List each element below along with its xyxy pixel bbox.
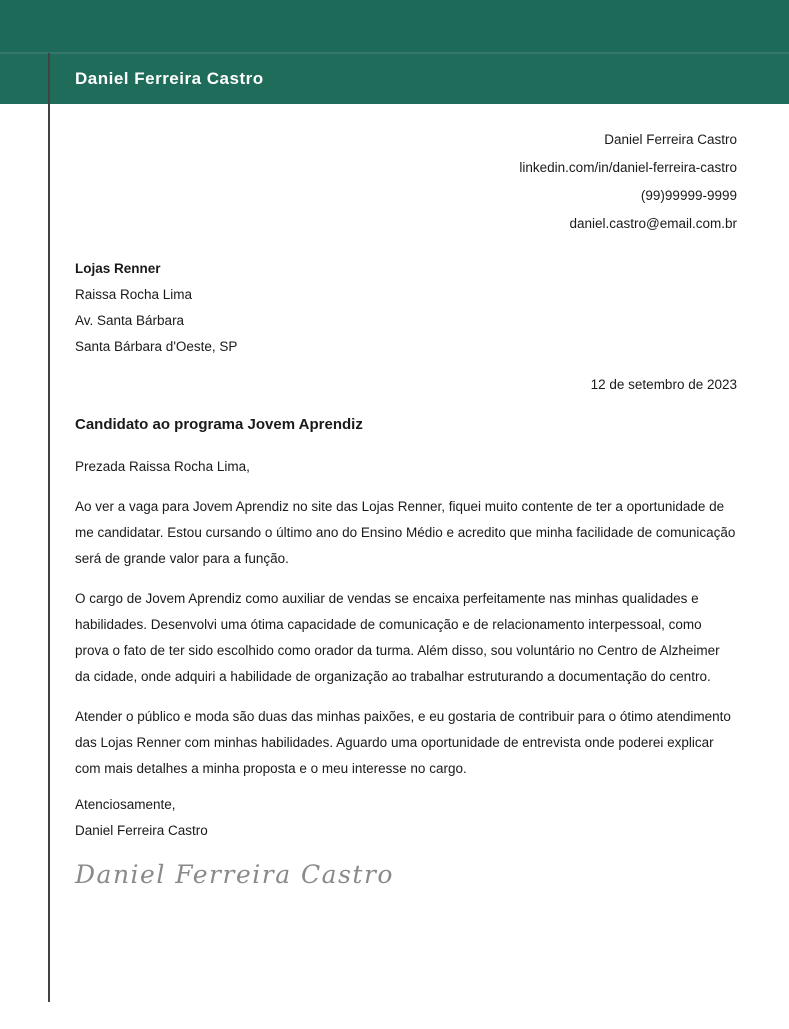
closing-signer-name: Daniel Ferreira Castro [75, 823, 208, 838]
letter-date: 12 de setembro de 2023 [590, 377, 737, 392]
recipient-attention: Raissa Rocha Lima [75, 287, 193, 302]
sender-name: Daniel Ferreira Castro [604, 132, 737, 147]
recipient-company: Lojas Renner [75, 261, 161, 276]
header-top-band [0, 0, 789, 52]
letter-body [75, 104, 737, 892]
sender-linkedin: linkedin.com/in/daniel-ferreira-castro [519, 160, 737, 175]
letter-subject: Candidato ao programa Jovem Aprendiz [75, 416, 363, 433]
header-name-band [0, 54, 789, 104]
recipient-block [75, 256, 737, 360]
closing-block [75, 792, 737, 844]
sender-phone: (99)99999-9999 [640, 188, 737, 203]
letter-paragraph-2: O cargo de Jovem Aprendiz como auxiliar de vendas se encaixa perfeitamente nas minhas qualidades e habilidades. Desenvolvi uma ótima capacidade de comunicação e de relacionamento interpessoal, como prova o fato de ter sido escolhido como orador da turma. Além disso, sou voluntário no Centro de Alzheimer da cidade, onde adquiri a habilidade de organização ao trabalhar estruturando a documentação do centro. [75, 591, 720, 684]
handwritten-signature: Daniel Ferreira Castro [75, 860, 394, 889]
sender-email: daniel.castro@email.com.br [569, 216, 737, 231]
recipient-city: Santa Bárbara d'Oeste, SP [75, 339, 238, 354]
header-name: Daniel Ferreira Castro [75, 69, 264, 88]
letter-paragraph-3: Atender o público e moda são duas das minhas paixões, e eu gostaria de contribuir para o ótimo atendimento das Lojas Renner com minhas habilidades. Aguardo uma oportunidade de entrevista onde poderei explicar com mais detalhes a minha proposta e o meu interesse no cargo. [75, 709, 731, 776]
sender-contact-block [75, 126, 737, 238]
left-margin-rule [48, 53, 50, 1002]
recipient-street: Av. Santa Bárbara [75, 313, 185, 328]
letter-paragraph-1: Ao ver a vaga para Jovem Aprendiz no site das Lojas Renner, fiquei muito contente de ter a oportunidade de me candidatar. Estou cursando o último ano do Ensino Médio e acredito que minha facilidade de comunicação será de grande valor para a função. [75, 499, 736, 566]
closing-valediction: Atenciosamente, [75, 797, 176, 812]
letter-salutation: Prezada Raissa Rocha Lima, [75, 459, 250, 474]
